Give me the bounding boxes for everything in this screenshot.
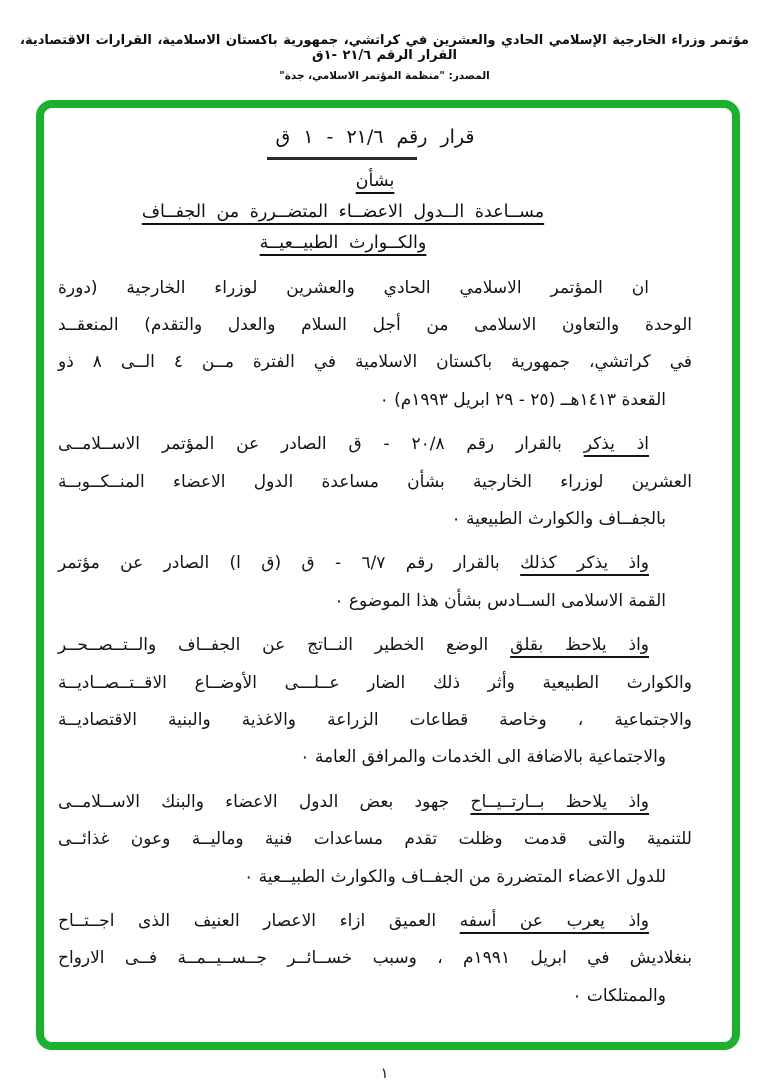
paragraph: [58, 545, 692, 620]
paragraph: [58, 426, 692, 538]
paragraph-line: والكوارث الطبيعية وأثر ذلك الضار عــلـــى الأوضــاع الاقــتــصــاديــة: [58, 672, 692, 693]
paragraph-line: [58, 903, 692, 940]
paragraph: [58, 270, 692, 420]
paragraph-lead-underlined: اذ يذكر: [583, 434, 649, 455]
paragraph-line: للتنمية والتى قدمت وظلت تقدم مساعدات فنية وماليــة وعون غذائــى: [58, 829, 692, 850]
paragraph-line: [58, 627, 692, 664]
paragraph: [58, 784, 692, 896]
paragraph-line: ان المؤتمر الاسلامي الحادي والعشرين لوزراء الخارجية (دورة: [58, 277, 649, 298]
document-header: [0, 33, 769, 82]
page-number: ١: [380, 1064, 389, 1082]
paragraph-lead-underlined: واذ يلاحظ بــارتــيــاح: [470, 791, 649, 812]
paragraph-line: القمة الاسلامى الســادس بشأن هذا الموضوع ٠: [334, 590, 666, 611]
resolution-number: قرار رقم ٢١/٦ - ١ ق: [275, 126, 475, 148]
resolution-title-line2: والكــوارث الطبيــعيــة: [259, 232, 427, 253]
title-rule: [267, 157, 417, 160]
paragraph-line-text: الوضع الخطير النــاتج عن الجفــاف والــتــصــحــر: [58, 635, 511, 656]
paragraph-line: القعدة ١٤١٣هــ (٢٥ - ٢٩ ابريل ١٩٩٣م) ٠: [379, 389, 666, 410]
paragraph-line: والاجتماعية بالاضافة الى الخدمات والمرافق العامة ٠: [300, 747, 666, 768]
green-border-frame: [36, 100, 740, 1050]
paragraph-line: [58, 784, 692, 821]
resolution-body: [58, 270, 692, 1016]
paragraph-line: في كراتشي، جمهورية باكستان الاسلامية في الفترة مــن ٤ الــى ٨ ذو: [58, 352, 692, 373]
resolution-title-line1: مســاعدة الــدول الاعضــاء المتضــررة من الجفــاف: [141, 201, 545, 222]
paragraph-line-text: بالقرار رقم ٦/٧ - ق (ق ا) الصادر عن مؤتمر: [58, 553, 521, 574]
paragraph-line-text: جهود بعض الدول الاعضاء والبنك الاســلامــى: [58, 791, 471, 812]
paragraph-line: للدول الاعضاء المتضررة من الجفــاف والكوارث الطبيــعية ٠: [244, 866, 666, 887]
paragraph-line: الوحدة والتعاون الاسلامى من أجل السلام والعدل والتقدم) المنعقــد: [58, 314, 692, 335]
paragraph-line: والممتلكات ٠: [572, 985, 666, 1006]
paragraph-line: بالجفــاف والكوارث الطبيعية ٠: [451, 508, 666, 529]
paragraph-line: [58, 545, 692, 582]
subject-label: بشأن: [355, 170, 395, 191]
paragraph-line: [58, 426, 692, 463]
paragraph: [58, 903, 692, 1015]
paragraph-line-text: بالقرار رقم ٢٠/٨ - ق الصادر عن المؤتمر الاســلامــى: [58, 434, 584, 455]
resolution-content: [44, 108, 732, 1042]
header-source: المصدر: "منظمة المؤتمر الاسلامي، جدة": [279, 70, 490, 82]
paragraph-lead-underlined: واذ يذكر كذلك: [520, 553, 649, 574]
paragraph-line-text: العميق ازاء الاعصار العنيف الذى اجــتــاح: [58, 911, 460, 931]
paragraph-line: العشرين لوزراء الخارجية بشأن مساعدة الدول الاعضاء المنــكــوبــة: [58, 471, 692, 492]
paragraph: [58, 627, 692, 777]
paragraph-line: بنغلاديش في ابريل ١٩٩١م ، وسبب خســائــر جــســيــمــة فــى الارواح: [58, 948, 692, 969]
header-citation: مؤتمر وزراء الخارجية الإسلامي الحادي والعشرين في كراتشي، جمهورية باكستان الاسلامية، القرارات الاقتصادية، القرار الرقم ٢١/٦ -١ق: [20, 33, 749, 63]
paragraph-line: والاجتماعية ، وخاصة قطاعات الزراعة والاغذية والبنية الاقتصاديــة: [58, 709, 692, 730]
paragraph-lead-underlined: واذ يعرب عن أسفه: [459, 911, 649, 931]
paragraph-lead-underlined: واذ يلاحظ بقلق: [510, 635, 650, 656]
